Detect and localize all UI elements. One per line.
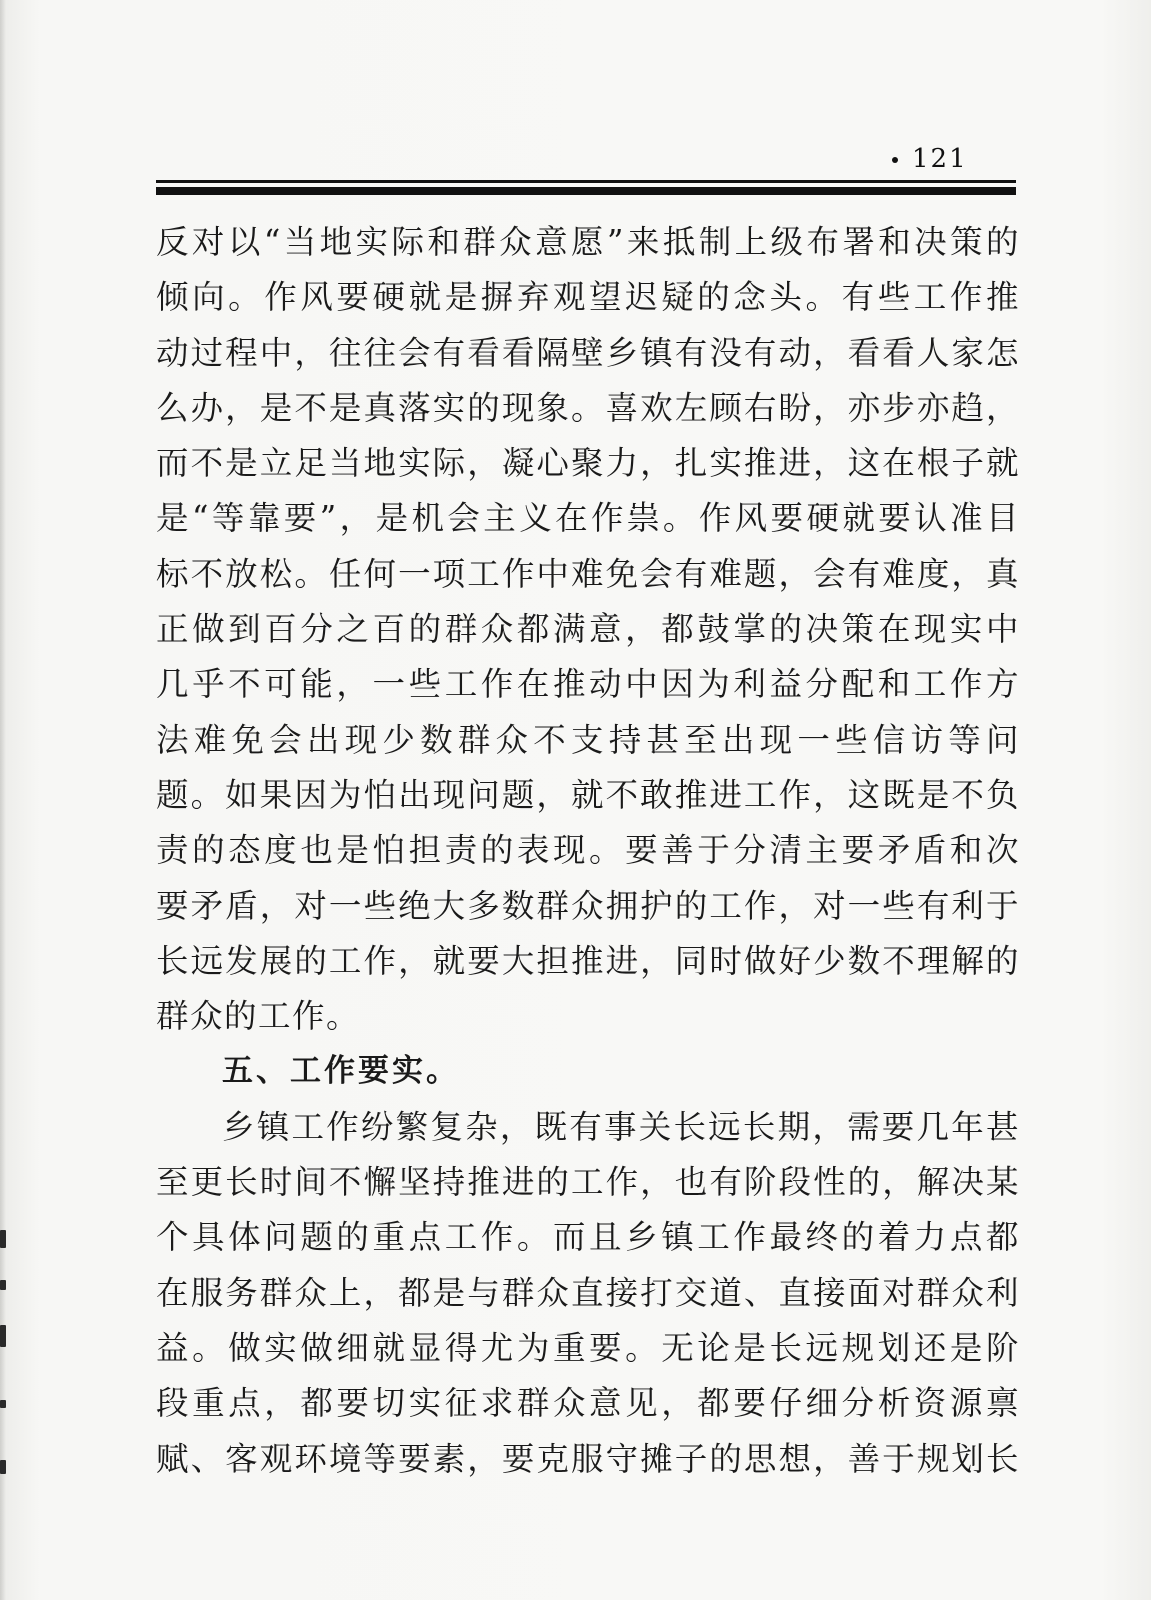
body-line: 是“等靠要”，是机会主义在作祟。作风要硬就要认准目 — [156, 499, 1020, 538]
body-line: 标不放松。任何一项工作中难免会有难题，会有难度，真 — [156, 554, 1020, 593]
section-line: 乡镇工作纷繁复杂，既有事关长远长期，需要几年甚 — [222, 1107, 1020, 1146]
section-line: 赋、客观环境等要素，要克服守摊子的思想，善于规划长 — [156, 1439, 1020, 1478]
section-line: 在服务群众上，都是与群众直接打交道、直接面对群众利 — [156, 1273, 1020, 1312]
body-line: 法难免会出现少数群众不支持甚至出现一些信访等问 — [156, 720, 1020, 759]
section-line: 至更长时间不懈坚持推进的工作，也有阶段性的，解决某 — [156, 1163, 1020, 1202]
body-line: 题。如果因为怕出现问题，就不敢推进工作，这既是不负 — [156, 775, 1020, 814]
section-heading: 五、工作要实。 — [222, 1053, 460, 1090]
body-line: 正做到百分之百的群众都满意，都鼓掌的决策在现实中 — [156, 610, 1020, 649]
body-line: 长远发展的工作，就要大担推进，同时做好少数不理解的 — [156, 941, 1020, 980]
header-rule-thick — [156, 187, 1016, 195]
body-line: 几乎不可能，一些工作在推动中因为利益分配和工作方 — [156, 665, 1020, 704]
body-line: 群众的工作。 — [156, 997, 361, 1036]
binding-marks — [0, 1230, 8, 1490]
body-line: 动过程中，往往会有看看隔壁乡镇有没有动，看看人家怎 — [156, 333, 1020, 372]
section-line: 益。做实做细就显得尤为重要。无论是长远规划还是阶 — [156, 1328, 1020, 1367]
body-line: 么办，是不是真落实的现象。喜欢左顾右盼，亦步亦趋， — [156, 388, 1020, 427]
body-line: 要矛盾，对一些绝大多数群众拥护的工作，对一些有利于 — [156, 886, 1020, 925]
body-line: 而不是立足当地实际，凝心聚力，扎实推进，这在根子就 — [156, 444, 1020, 483]
body-line: 反对以“当地实际和群众意愿”来抵制上级布署和决策的 — [156, 223, 1020, 261]
header-rule-thin — [156, 180, 1016, 183]
bullet-dot-icon — [892, 157, 898, 163]
body-line: 责的态度也是怕担责的表现。要善于分清主要矛盾和次 — [156, 831, 1020, 870]
page-number-header — [878, 144, 988, 204]
body-line: 倾向。作风要硬就是摒弃观望迟疑的念头。有些工作推 — [156, 278, 1020, 317]
section-line: 个具体问题的重点工作。而且乡镇工作最终的着力点都 — [156, 1218, 1020, 1257]
section-line: 段重点，都要切实征求群众意见，都要仔细分析资源禀 — [156, 1384, 1020, 1423]
page-number: 121 — [912, 144, 968, 174]
page-body-text — [156, 215, 1020, 1487]
